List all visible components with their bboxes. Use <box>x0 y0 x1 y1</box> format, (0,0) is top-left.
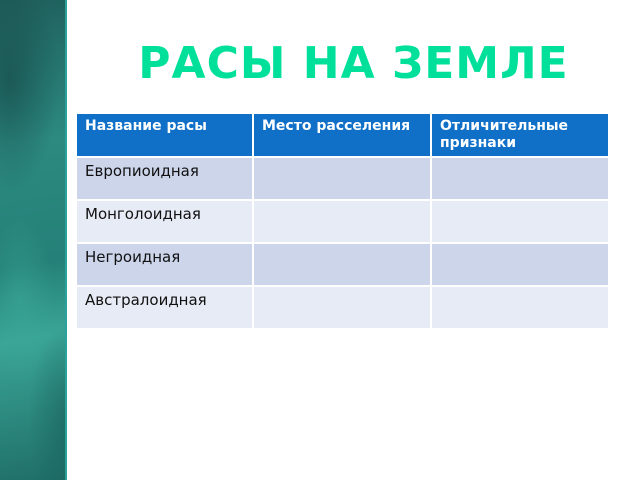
cell-settlement[interactable] <box>253 157 431 200</box>
cell-features[interactable] <box>431 200 609 243</box>
header-features: Отличительные признаки <box>431 113 609 157</box>
table-row <box>76 157 609 200</box>
cell-race-name: Негроидная <box>76 243 253 286</box>
cell-features[interactable] <box>431 286 609 329</box>
table-row <box>76 286 609 329</box>
table-header-row <box>76 113 609 157</box>
cell-settlement[interactable] <box>253 200 431 243</box>
cell-race-name: Европиоидная <box>76 157 253 200</box>
header-race-name: Название расы <box>76 113 253 157</box>
cell-settlement[interactable] <box>253 243 431 286</box>
header-settlement: Место расселения <box>253 113 431 157</box>
cell-race-name: Монголоидная <box>76 200 253 243</box>
slide-title: РАСЫ НА ЗЕМЛЕ <box>138 38 569 89</box>
races-table <box>75 112 610 330</box>
cell-features[interactable] <box>431 157 609 200</box>
cell-features[interactable] <box>431 243 609 286</box>
cell-settlement[interactable] <box>253 286 431 329</box>
cell-race-name: Австралоидная <box>76 286 253 329</box>
table-row <box>76 200 609 243</box>
table-row <box>76 243 609 286</box>
